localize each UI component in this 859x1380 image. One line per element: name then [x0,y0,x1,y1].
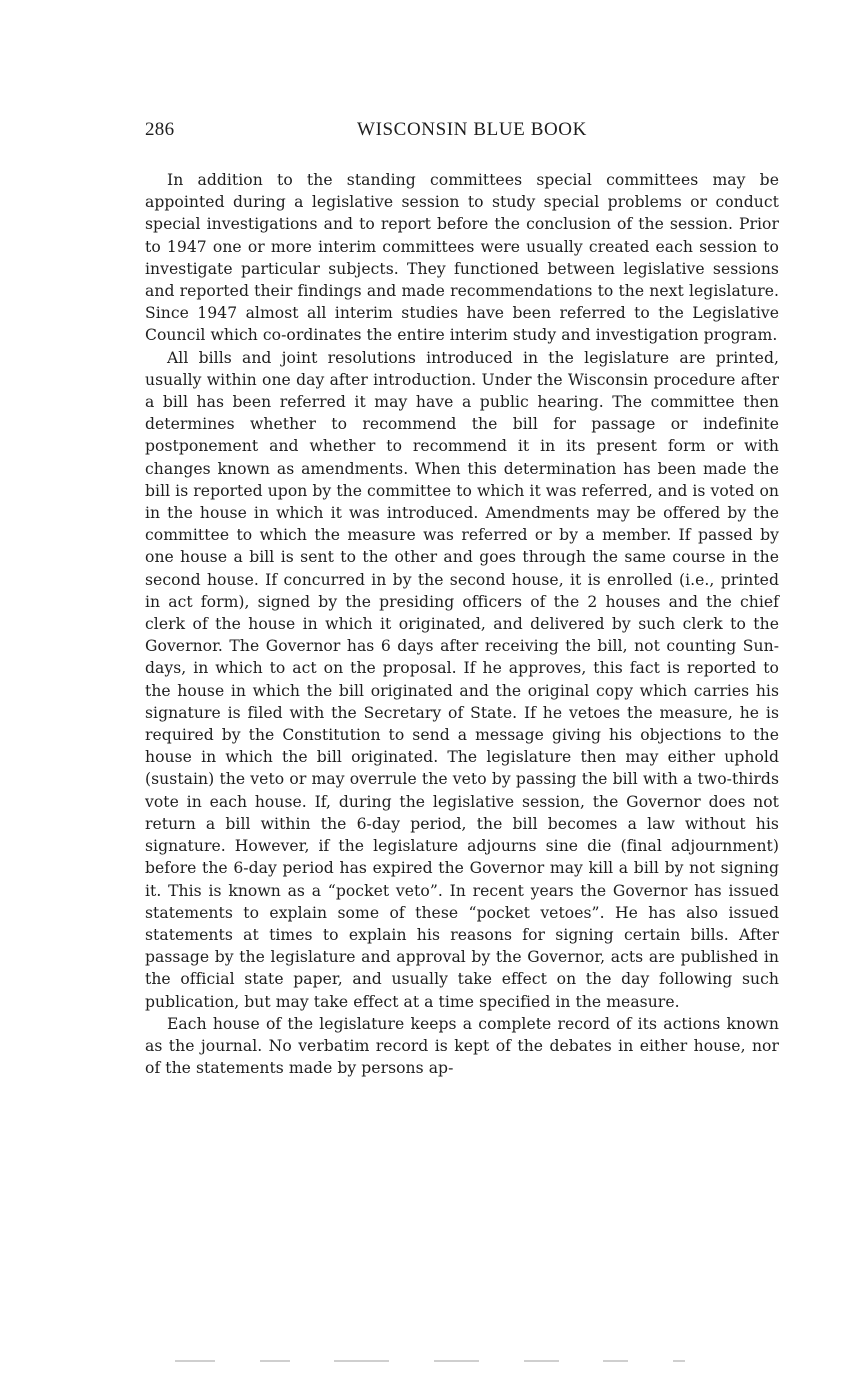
page-number: 286 [145,119,175,140]
running-title: WISCONSIN BLUE BOOK [357,119,587,140]
paragraph-journal: Each house of the legislature keeps a complete record of its actions known as the journal. No verbatim record is kept of the debates in either house, nor of the statements made by persons ap- [145,1014,779,1078]
scan-artifact-marks [175,1360,685,1364]
book-page [145,119,779,1079]
page-header [145,119,779,145]
body-text [145,169,779,1079]
paragraph-bill-procedure: All bills and joint resolutions introduced in the legislature are printed, usually within one day after introduction. Under the Wisconsin procedure after a bill has been referred it may have a public hearing. The committee then determines whether to recommend the bill for passage or indefinite postponement and whether to recommend it in its present form or with changes known as amendments. When this determination has been made the bill is reported upon by the committee to which it was referred, and is voted on in the house in which it was introduced. Amendments may be offered by the committee to which the measure was referred or by a member. If passed by one house a bill is sent to the other and goes through the same course in the second house. If concurred in by the second house, it is enrolled (i.e., printed in act form), signed by the presiding officers of the 2 houses and the chief clerk of the house in which it originated, and delivered by such clerk to the Governor. The Governor has 6 days after receiving the bill, not counting Sundays, in which to act on the proposal. If he approves, this fact is reported to the house in which the bill originated and the original copy which carries his signature is filed with the Secretary of State. If he vetoes the measure, he is required by the Constitution to send a message giving his objections to the house in which the bill originated. The legislature then may either uphold (sustain) the veto or may overrule the veto by passing the bill with a two-thirds vote in each house. If, during the legislative session, the Governor does not return a bill within the 6-day period, the bill becomes a law without his signature. However, if the legislature adjourns sine die (final adjournment) before the 6-day period has expired the Governor may kill a bill by not signing it. This is known as a “pocket veto”. In recent years the Governor has issued statements to explain some of these “pocket vetoes”. He has also issued statements at times to explain his reasons for signing certain bills. After passage by the legislature and approval by the Governor, acts are published in the official state paper, and usually take effect on the day following such publication, but may take effect at a time specified in the measure. [145,348,779,1011]
paragraph-special-committees: In addition to the standing committees special committees may be appointed during a legislative session to study special problems or conduct special investigations and to report before the conclusion of the session. Prior to 1947 one or more interim committees were usually created each session to investigate particular subjects. They functioned between legislative sessions and reported their findings and made recommendations to the next legislature. Since 1947 almost all interim studies have been referred to the Legislative Council which co-ordinates the entire interim study and investigation program. [145,171,779,345]
